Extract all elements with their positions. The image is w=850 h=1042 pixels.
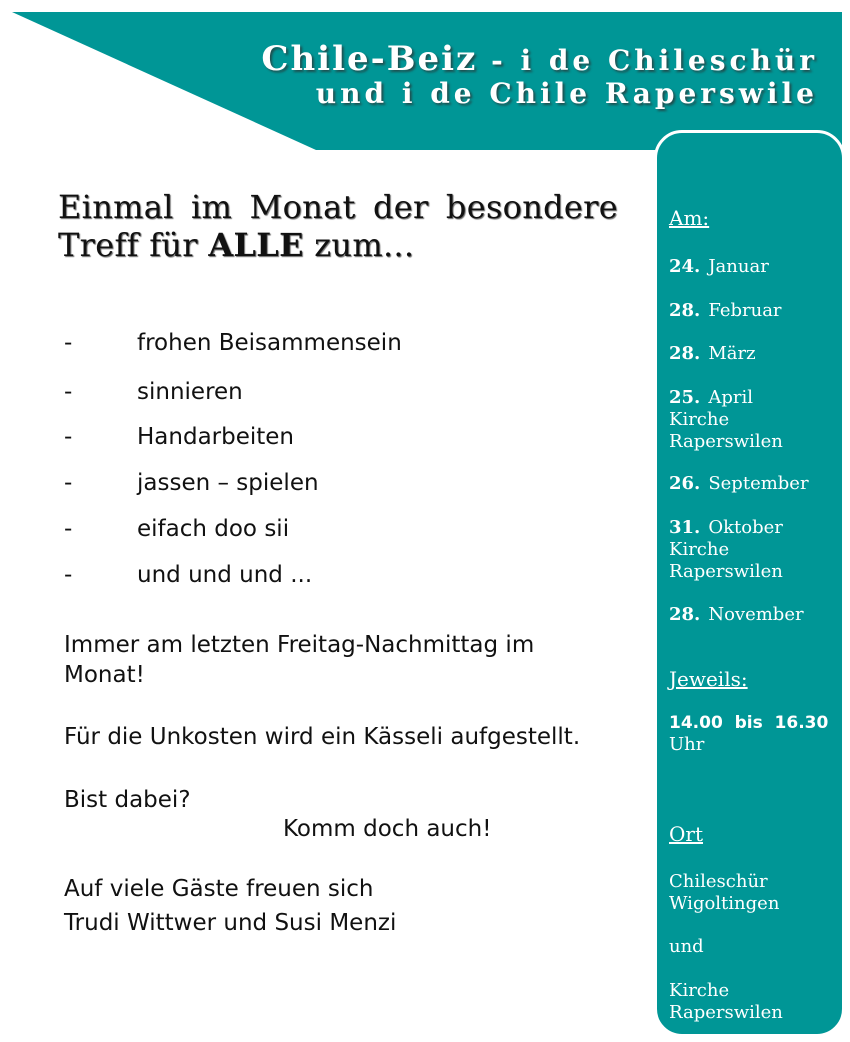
list-item	[64, 379, 243, 405]
cost-note: Für die Unkosten wird ein Kässeli aufgestellt.	[64, 724, 581, 750]
date-item	[669, 473, 809, 495]
date-item	[669, 256, 769, 278]
place-1	[669, 871, 779, 915]
date-day: 28.	[669, 300, 701, 321]
time-range-value: 14.00 bis 16.30	[669, 713, 829, 733]
schedule-note-line-2: Monat!	[64, 662, 145, 688]
list-item	[64, 562, 312, 588]
date-item	[669, 517, 783, 583]
list-item-text: Handarbeiten	[137, 424, 295, 450]
date-location: Kirche	[669, 539, 730, 560]
bullet-dash: -	[64, 470, 73, 496]
list-item-text: eifach doo sii	[137, 516, 290, 542]
place-2-name: Kirche	[669, 980, 730, 1001]
signature-block	[64, 874, 396, 938]
date-item	[669, 604, 804, 626]
date-location: Raperswilen	[669, 431, 783, 452]
place-2	[669, 980, 783, 1024]
schedule-sidebar	[654, 130, 845, 1037]
date-day: 28.	[669, 604, 701, 625]
date-month: März	[708, 343, 756, 364]
date-day: 24.	[669, 256, 701, 277]
time-unit: Uhr	[669, 734, 705, 755]
intro-line-2	[58, 226, 618, 264]
intro-highlight: ALLE	[208, 226, 304, 264]
schedule-note	[64, 630, 534, 690]
date-location: Kirche	[669, 409, 730, 430]
list-item	[64, 424, 294, 450]
bullet-dash: -	[64, 379, 73, 405]
dates-heading: Am:	[669, 206, 710, 230]
date-month: Oktober	[708, 517, 783, 538]
intro-line-1: Einmal im Monat der besondere	[58, 188, 618, 226]
list-item	[64, 470, 319, 496]
schedule-note-line-1: Immer am letzten Freitag-Nachmittag im	[64, 632, 535, 658]
list-item-text: jassen – spielen	[137, 470, 319, 496]
bullet-dash: -	[64, 516, 73, 542]
signature-names: Trudi Wittwer und Susi Menzi	[64, 910, 397, 936]
page-title	[261, 39, 818, 110]
date-month: September	[708, 473, 809, 494]
list-item-text: frohen Beisammensein	[137, 330, 402, 356]
title-line-2: und i de Chile Raperswile	[315, 77, 818, 110]
bullet-dash: -	[64, 330, 73, 356]
date-item	[669, 300, 782, 322]
place-conjunction: und	[669, 936, 704, 957]
place-1-town: Wigoltingen	[669, 893, 780, 914]
date-day: 26.	[669, 473, 701, 494]
intro-line-2-end: zum...	[303, 226, 415, 264]
date-day: 31.	[669, 517, 701, 538]
bullet-dash: -	[64, 424, 73, 450]
list-item	[64, 516, 289, 542]
list-item	[64, 330, 402, 356]
date-month: November	[708, 604, 804, 625]
invitation-text: Komm doch auch!	[283, 816, 492, 842]
title-line-1	[261, 39, 818, 79]
date-month: April	[708, 387, 753, 408]
time-range	[669, 712, 828, 756]
intro-line-2-start: Treff für	[58, 226, 209, 264]
list-item-text: sinnieren	[137, 379, 243, 405]
date-location: Raperswilen	[669, 561, 783, 582]
question-text: Bist dabei?	[64, 787, 191, 813]
place-1-name: Chileschür	[669, 871, 768, 892]
date-month: Februar	[708, 300, 782, 321]
title-name: Chile-Beiz	[261, 39, 478, 79]
intro-heading	[58, 188, 618, 264]
place-heading: Ort	[669, 822, 703, 846]
date-day: 25.	[669, 387, 701, 408]
time-heading: Jeweils:	[669, 667, 748, 691]
bullet-dash: -	[64, 562, 73, 588]
date-month: Januar	[708, 256, 769, 277]
date-day: 28.	[669, 343, 701, 364]
place-2-town: Raperswilen	[669, 1002, 783, 1023]
signature-line-1: Auf viele Gäste freuen sich	[64, 876, 374, 902]
date-item	[669, 387, 783, 453]
date-item	[669, 343, 756, 365]
list-item-text: und und und ...	[137, 562, 313, 588]
title-location-1: - i de Chileschür	[477, 44, 818, 77]
